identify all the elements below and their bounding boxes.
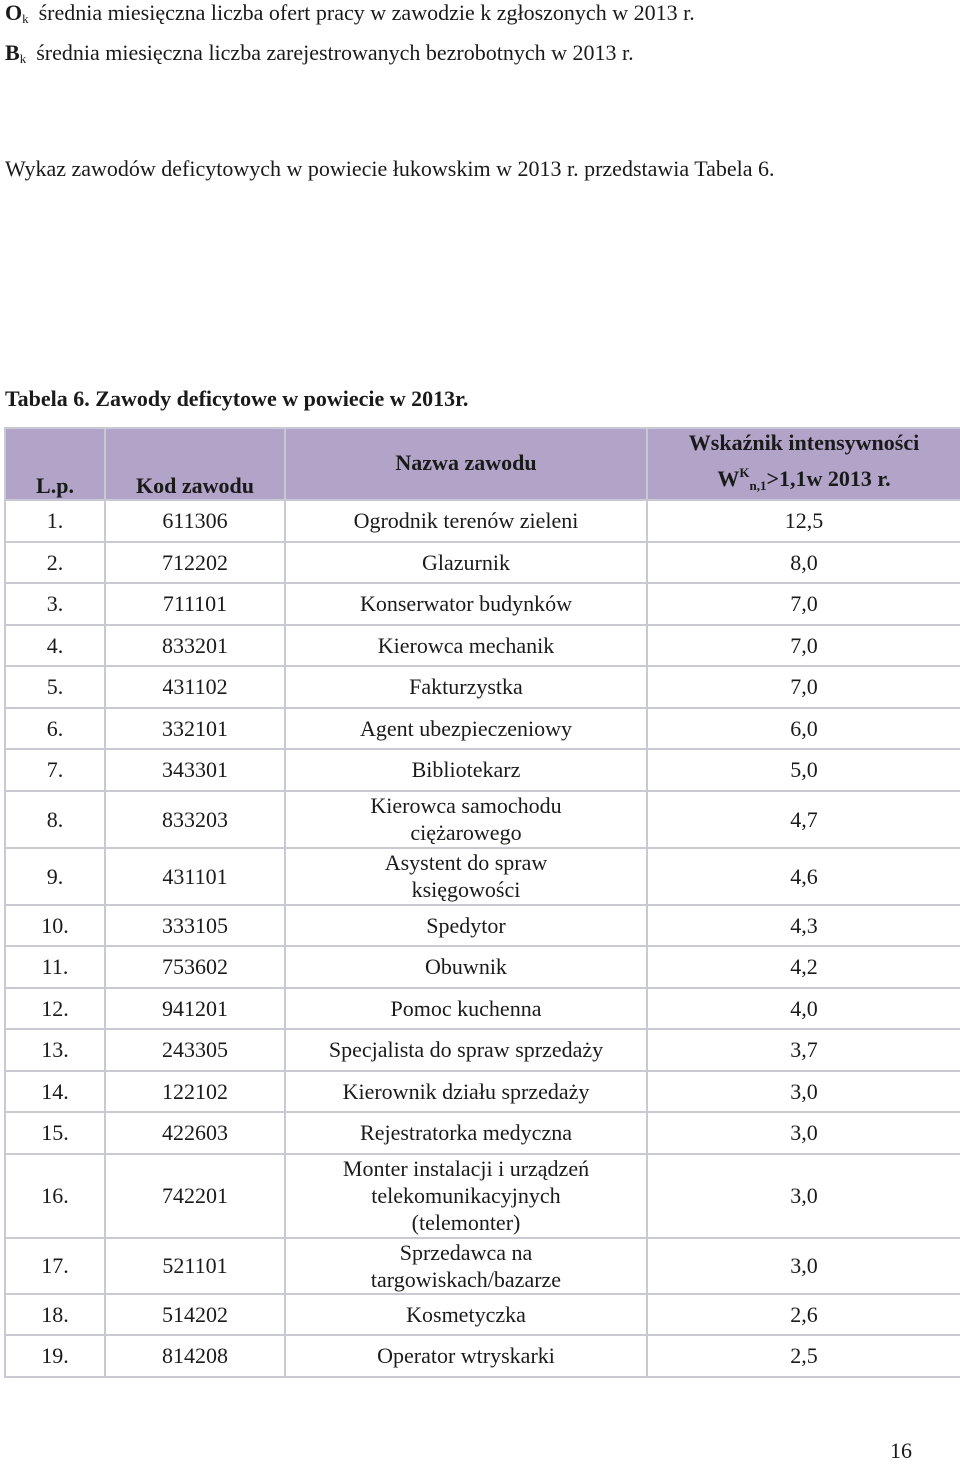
cell-lp: 17. (5, 1238, 105, 1294)
cell-lp: 6. (5, 708, 105, 750)
table-row (5, 1294, 960, 1336)
cell-name: Ogrodnik terenów zieleni (285, 500, 647, 542)
cell-value: 3,0 (647, 1238, 960, 1294)
cell-value: 7,0 (647, 583, 960, 625)
cell-lp: 9. (5, 848, 105, 905)
definition-bk (5, 40, 634, 72)
table-row (5, 542, 960, 584)
cell-value: 2,6 (647, 1294, 960, 1336)
cell-name: Rejestratorka medyczna (285, 1112, 647, 1154)
cell-name: Monter instalacji i urządzeń telekomunikacyjnych (telemonter) (285, 1154, 647, 1238)
cell-code: 833203 (105, 791, 285, 848)
definition-text: średnia miesięczna liczba zarejestrowanych bezrobotnych w 2013 r. (36, 40, 634, 65)
cell-lp: 14. (5, 1071, 105, 1113)
cell-code: 941201 (105, 988, 285, 1030)
cell-value: 5,0 (647, 749, 960, 791)
cell-name: Glazurnik (285, 542, 647, 584)
cell-value: 3,0 (647, 1112, 960, 1154)
table-row (5, 988, 960, 1030)
cell-value: 12,5 (647, 500, 960, 542)
cell-value: 4,7 (647, 791, 960, 848)
table-row (5, 946, 960, 988)
cell-name: Spedytor (285, 905, 647, 947)
cell-code: 422603 (105, 1112, 285, 1154)
cell-name: Kosmetyczka (285, 1294, 647, 1336)
table-row (5, 1335, 960, 1377)
table-row (5, 791, 960, 848)
cell-lp: 4. (5, 625, 105, 667)
cell-value: 3,0 (647, 1154, 960, 1238)
cell-value: 3,7 (647, 1029, 960, 1071)
cell-lp: 7. (5, 749, 105, 791)
cell-lp: 5. (5, 666, 105, 708)
table-row (5, 1154, 960, 1238)
cell-value: 4,0 (647, 988, 960, 1030)
cell-code: 343301 (105, 749, 285, 791)
cell-name: Kierowca samochodu ciężarowego (285, 791, 647, 848)
cell-name: Agent ubezpieczeniowy (285, 708, 647, 750)
cell-code: 514202 (105, 1294, 285, 1336)
cell-name: Konserwator budynków (285, 583, 647, 625)
header-code: Kod zawodu (105, 428, 285, 500)
cell-code: 611306 (105, 500, 285, 542)
cell-lp: 11. (5, 946, 105, 988)
cell-value: 6,0 (647, 708, 960, 750)
table-header-row (5, 428, 960, 500)
cell-code: 243305 (105, 1029, 285, 1071)
cell-code: 521101 (105, 1238, 285, 1294)
cell-code: 333105 (105, 905, 285, 947)
definition-symbol: O (5, 0, 23, 25)
cell-lp: 16. (5, 1154, 105, 1238)
table-row (5, 583, 960, 625)
cell-value: 3,0 (647, 1071, 960, 1113)
header-index (647, 428, 960, 500)
definition-subscript: k (19, 51, 27, 66)
table-row (5, 500, 960, 542)
cell-name: Operator wtryskarki (285, 1335, 647, 1377)
cell-lp: 8. (5, 791, 105, 848)
cell-lp: 15. (5, 1112, 105, 1154)
cell-value: 4,2 (647, 946, 960, 988)
cell-code: 431101 (105, 848, 285, 905)
cell-name: Sprzedawca na targowiskach/bazarze (285, 1238, 647, 1294)
cell-name: Kierownik działu sprzedaży (285, 1071, 647, 1113)
table-body (5, 500, 960, 1377)
header-name: Nazwa zawodu (285, 428, 647, 500)
cell-value: 7,0 (647, 625, 960, 667)
definition-ok (5, 0, 695, 32)
cell-lp: 13. (5, 1029, 105, 1071)
cell-code: 122102 (105, 1071, 285, 1113)
table-row (5, 708, 960, 750)
cell-code: 711101 (105, 583, 285, 625)
cell-code: 431102 (105, 666, 285, 708)
cell-code: 712202 (105, 542, 285, 584)
table-row (5, 905, 960, 947)
cell-code: 742201 (105, 1154, 285, 1238)
cell-name: Obuwnik (285, 946, 647, 988)
cell-value: 7,0 (647, 666, 960, 708)
cell-name: Asystent do spraw księgowości (285, 848, 647, 905)
cell-code: 753602 (105, 946, 285, 988)
deficit-occupations-table (4, 427, 960, 1378)
table-row (5, 1029, 960, 1071)
cell-code: 332101 (105, 708, 285, 750)
cell-lp: 12. (5, 988, 105, 1030)
table-row (5, 625, 960, 667)
cell-value: 2,5 (647, 1335, 960, 1377)
cell-code: 814208 (105, 1335, 285, 1377)
cell-lp: 1. (5, 500, 105, 542)
cell-value: 8,0 (647, 542, 960, 584)
cell-name: Kierowca mechanik (285, 625, 647, 667)
definition-subscript: k (22, 11, 29, 26)
table-row (5, 848, 960, 905)
cell-name: Specjalista do spraw sprzedaży (285, 1029, 647, 1071)
table-row (5, 749, 960, 791)
table-row (5, 1071, 960, 1113)
header-index-title: Wskaźnik intensywności (688, 430, 920, 455)
cell-lp: 3. (5, 583, 105, 625)
page-number: 16 (890, 1438, 912, 1463)
cell-lp: 10. (5, 905, 105, 947)
cell-name: Bibliotekarz (285, 749, 647, 791)
cell-value: 4,6 (647, 848, 960, 905)
table-row (5, 1238, 960, 1294)
cell-name: Fakturzystka (285, 666, 647, 708)
table-row (5, 1112, 960, 1154)
header-index-formula: $W^K_{n,1}>1,1w$ 2013 r. (717, 465, 891, 493)
cell-value: 4,3 (647, 905, 960, 947)
cell-name: Pomoc kuchenna (285, 988, 647, 1030)
cell-lp: 2. (5, 542, 105, 584)
header-lp: L.p. (5, 428, 105, 500)
cell-lp: 18. (5, 1294, 105, 1336)
definition-symbol: B (5, 40, 20, 65)
definition-text: średnia miesięczna liczba ofert pracy w zawodzie k zgłoszonych w 2013 r. (38, 0, 695, 25)
table-row (5, 666, 960, 708)
intro-paragraph: Wykaz zawodów deficytowych w powiecie łukowskim w 2013 r. przedstawia Tabela 6. (5, 156, 775, 181)
cell-lp: 19. (5, 1335, 105, 1377)
cell-code: 833201 (105, 625, 285, 667)
table-caption: Tabela 6. Zawody deficytowe w powiecie w 2013r. (5, 386, 469, 411)
